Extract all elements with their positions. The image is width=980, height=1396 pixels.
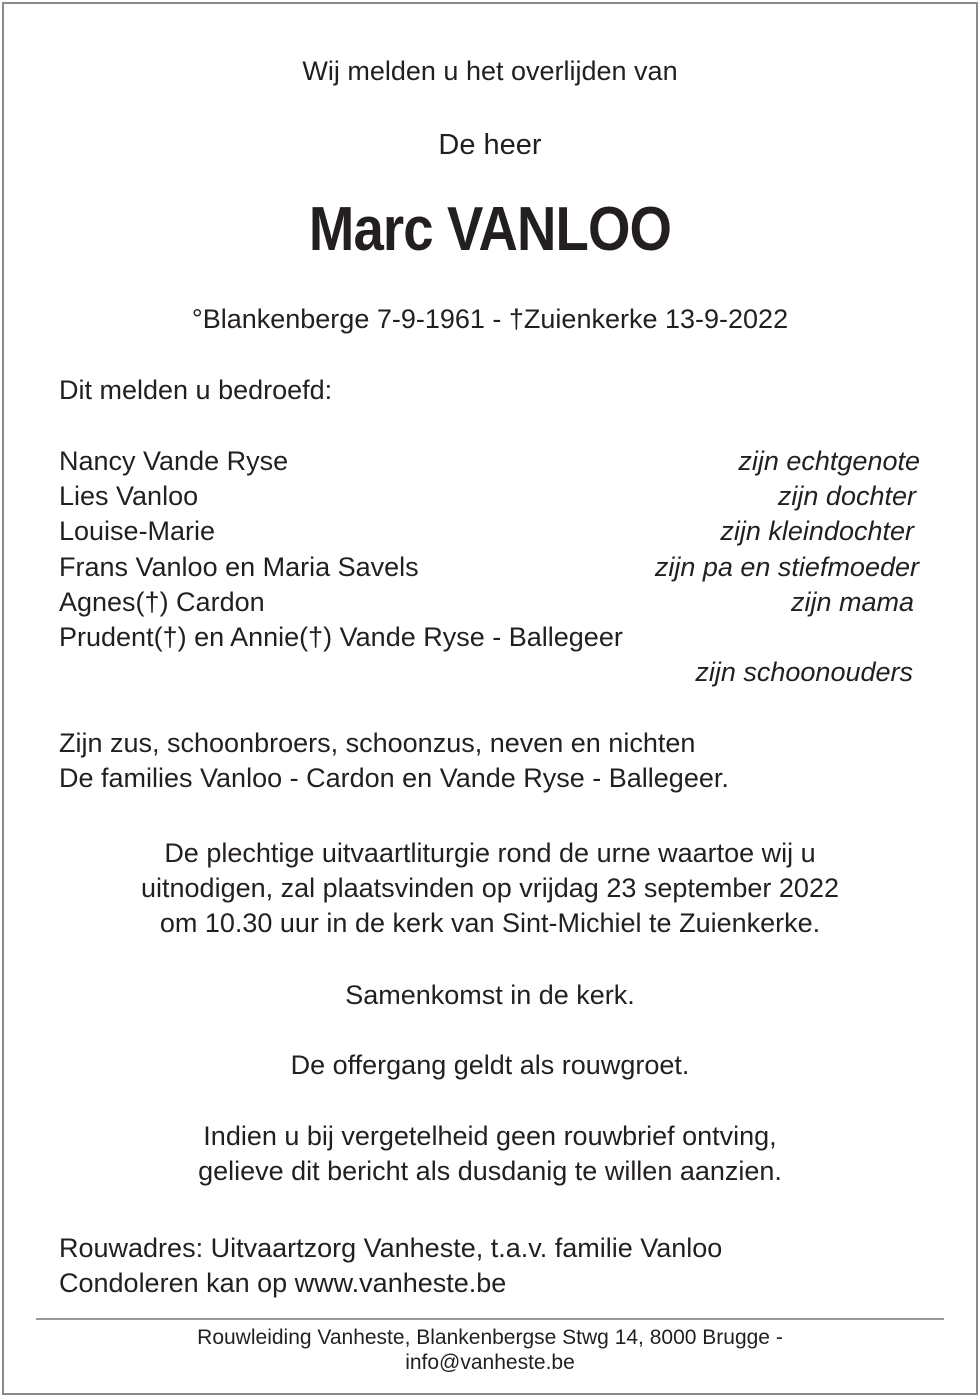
footer-funeral-director: Rouwleiding Vanheste, Blankenbergse Stwg 14, 8000 Brugge - — [197, 1326, 783, 1349]
footer-divider — [36, 1318, 944, 1320]
family-member-name: Nancy Vande Ryse — [59, 446, 289, 476]
mourners-intro: Dit melden u bedroefd: — [59, 375, 333, 405]
gathering-text: Samenkomst in de kerk. — [345, 980, 635, 1010]
ceremony-line: uitnodigen, zal plaatsvinden op vrijdag 23 september 2022 — [141, 873, 839, 903]
offering-text: De offergang geldt als rouwgroet. — [290, 1050, 690, 1080]
notice-line: gelieve dit bericht als dusdanig te willen aanzien. — [198, 1156, 782, 1186]
family-member-relation: zijn kleindochter — [720, 516, 914, 546]
mourning-address: Rouwadres: Uitvaartzorg Vanheste, t.a.v. familie Vanloo — [59, 1233, 723, 1263]
ceremony-line: De plechtige uitvaartliturgie rond de urne waartoe wij u — [164, 838, 816, 868]
family-member-relation: zijn pa en stiefmoeder — [654, 552, 919, 582]
family-member-relation: zijn schoonouders — [695, 657, 913, 687]
family-member-relation: zijn echtgenote — [738, 446, 920, 476]
family-member-name: Agnes(†) Cardon — [59, 587, 265, 617]
family-member-relation: zijn dochter — [777, 481, 916, 511]
footer-email[interactable]: info@vanheste.be — [405, 1351, 575, 1374]
family-member-name: Prudent(†) en Annie(†) Vande Ryse - Ballegeer — [59, 622, 623, 652]
condolence-link[interactable]: Condoleren kan op www.vanheste.be — [59, 1268, 507, 1298]
honorific-text: De heer — [438, 129, 542, 161]
family-member-name: Louise-Marie — [59, 516, 216, 546]
relatives-line: Zijn zus, schoonbroers, schoonzus, neven en nichten — [59, 728, 696, 758]
notice-line: Indien u bij vergetelheid geen rouwbrief ontving, — [203, 1121, 777, 1151]
family-member-name: Lies Vanloo — [59, 481, 199, 511]
intro-text: Wij melden u het overlijden van — [302, 56, 678, 86]
family-member-name: Frans Vanloo en Maria Savels — [59, 552, 419, 582]
relatives-line: De families Vanloo - Cardon en Vande Ryse - Ballegeer. — [59, 763, 729, 793]
birth-death-dates: °Blankenberge 7-9-1961 - †Zuienkerke 13-9-2022 — [191, 304, 789, 334]
deceased-name: Marc VANLOO — [308, 195, 672, 264]
ceremony-line: om 10.30 uur in de kerk van Sint-Michiel te Zuienkerke. — [159, 908, 821, 938]
family-member-relation: zijn mama — [790, 587, 914, 617]
